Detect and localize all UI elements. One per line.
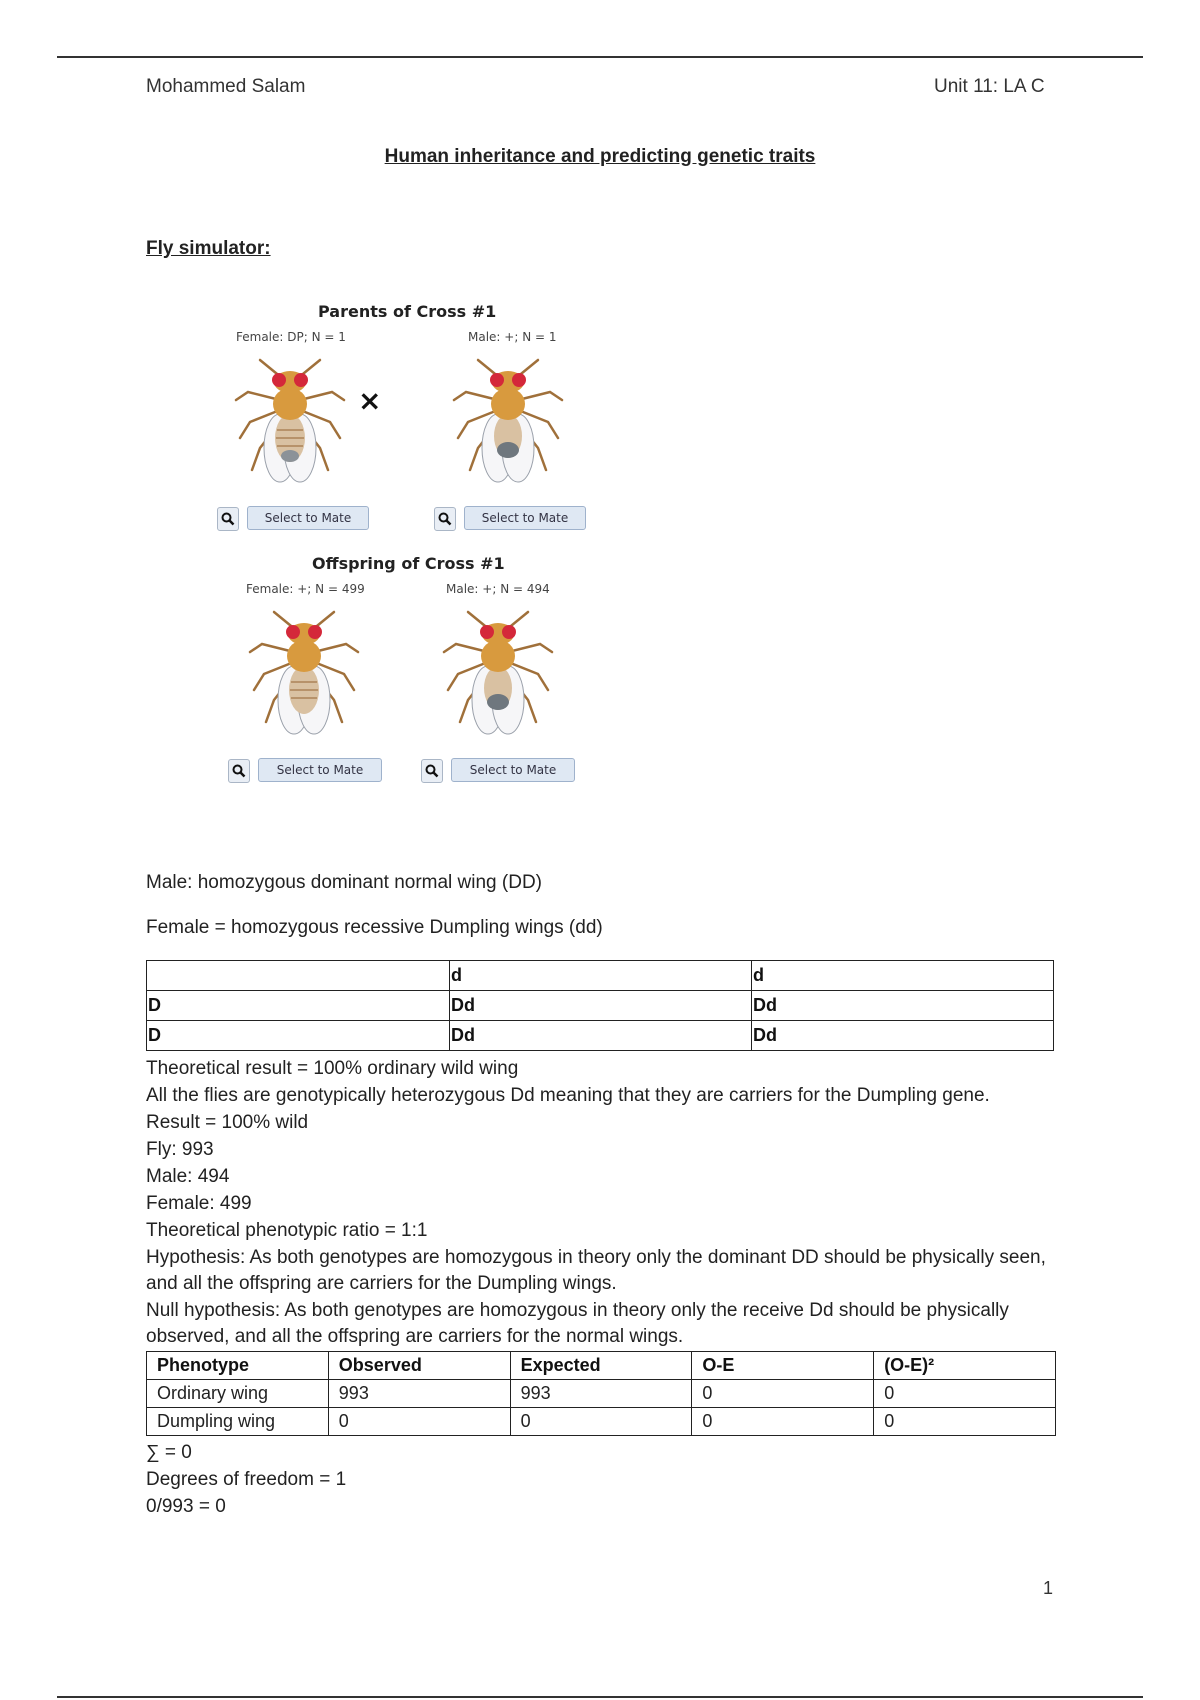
- female-count: Female: 499: [146, 1193, 252, 1214]
- parents-heading: Parents of Cross #1: [318, 302, 497, 321]
- offspring-heading: Offspring of Cross #1: [312, 554, 505, 573]
- genotype-statement: All the flies are genotypically heterozygous Dd meaning that they are carriers for the Dumpling gene.: [146, 1085, 990, 1106]
- male-genotype-line: Male: homozygous dominant normal wing (DD): [146, 872, 542, 893]
- table-cell: Ordinary wing: [147, 1380, 329, 1408]
- footer-rule: [57, 1696, 1143, 1698]
- division-line: 0/993 = 0: [146, 1496, 226, 1517]
- table-cell: 993: [328, 1380, 510, 1408]
- punnett-cell: Dd: [450, 991, 752, 1021]
- punnett-cell: Dd: [752, 1021, 1054, 1051]
- table-header-row: [147, 1352, 1056, 1380]
- table-cell: 0: [874, 1408, 1056, 1436]
- table-cell: Dumpling wing: [147, 1408, 329, 1436]
- male-count: Male: 494: [146, 1166, 230, 1187]
- punnett-square: [146, 960, 1054, 1051]
- fly-simulator-figure: [200, 296, 620, 796]
- punnett-cell: Dd: [450, 1021, 752, 1051]
- punnett-cell: Dd: [752, 991, 1054, 1021]
- chi-summary: [146, 1439, 346, 1520]
- female-parent-label: Female: DP; N = 1: [236, 330, 346, 344]
- zoom-male-parent-button[interactable]: [434, 507, 456, 531]
- hypothesis: Hypothesis: As both genotypes are homozygous in theory only the dominant DD should be physically seen, and all the offspring are carriers for the Dumpling wings.: [146, 1247, 1046, 1294]
- female-offspring-label: Female: +; N = 499: [246, 582, 365, 596]
- null-hypothesis: Null hypothesis: As both genotypes are homozygous in theory only the receive Dd should be physically observed, and all the offspring are carriers for the normal wings.: [146, 1300, 1009, 1347]
- male-parent-label: Male: +; N = 1: [468, 330, 557, 344]
- results-text: [146, 1055, 1066, 1350]
- magnifier-icon: [438, 512, 452, 526]
- zoom-male-offspring-button[interactable]: [421, 759, 443, 783]
- column-header: Expected: [510, 1352, 692, 1380]
- select-to-mate-female-parent-button[interactable]: Select to Mate: [247, 506, 369, 530]
- zoom-female-parent-button[interactable]: [217, 507, 239, 531]
- page-number: 1: [1043, 1578, 1054, 1598]
- punnett-cell: D: [147, 991, 450, 1021]
- author-name: Mohammed Salam: [146, 76, 306, 97]
- table-cell: 993: [510, 1380, 692, 1408]
- male-offspring-label: Male: +; N = 494: [446, 582, 550, 596]
- chi-square-table: [146, 1351, 1056, 1436]
- punnett-cell: d: [752, 961, 1054, 991]
- observed-result: Result = 100% wild: [146, 1112, 309, 1133]
- cross-symbol: ×: [358, 384, 382, 417]
- fly-count: Fly: 993: [146, 1139, 214, 1160]
- document-title: Human inheritance and predicting genetic traits: [384, 146, 816, 167]
- magnifier-icon: [425, 764, 439, 778]
- table-cell: 0: [328, 1408, 510, 1436]
- table-cell: 0: [692, 1380, 874, 1408]
- select-to-mate-female-offspring-button[interactable]: Select to Mate: [258, 758, 382, 782]
- column-header: Observed: [328, 1352, 510, 1380]
- unit-label: Unit 11: LA C: [934, 76, 1045, 97]
- male-offspring-fly-icon: [438, 600, 558, 740]
- theoretical-result: Theoretical result = 100% ordinary wild wing: [146, 1058, 519, 1079]
- female-offspring-fly-icon: [244, 600, 364, 740]
- punnett-cell: [147, 961, 450, 991]
- punnett-cell: D: [147, 1021, 450, 1051]
- female-parent-fly-icon: [230, 348, 350, 488]
- column-header: Phenotype: [147, 1352, 329, 1380]
- column-header: (O-E)²: [874, 1352, 1056, 1380]
- table-cell: 0: [510, 1408, 692, 1436]
- magnifier-icon: [221, 512, 235, 526]
- section-heading: Fly simulator:: [146, 238, 271, 259]
- table-cell: 0: [692, 1408, 874, 1436]
- degrees-of-freedom: Degrees of freedom = 1: [146, 1469, 347, 1490]
- table-row: [147, 1380, 1056, 1408]
- punnett-cell: d: [450, 961, 752, 991]
- table-row: [147, 991, 1054, 1021]
- female-genotype-line: Female = homozygous recessive Dumpling wings (dd): [146, 917, 603, 938]
- table-row: [147, 1408, 1056, 1436]
- sum-line: ∑ = 0: [146, 1442, 192, 1463]
- zoom-female-offspring-button[interactable]: [228, 759, 250, 783]
- male-parent-fly-icon: [448, 348, 568, 488]
- table-cell: 0: [874, 1380, 1056, 1408]
- phenotypic-ratio: Theoretical phenotypic ratio = 1:1: [146, 1220, 428, 1241]
- table-row: [147, 1021, 1054, 1051]
- magnifier-icon: [232, 764, 246, 778]
- table-row: [147, 961, 1054, 991]
- select-to-mate-male-parent-button[interactable]: Select to Mate: [464, 506, 586, 530]
- select-to-mate-male-offspring-button[interactable]: Select to Mate: [451, 758, 575, 782]
- column-header: O-E: [692, 1352, 874, 1380]
- header-rule: [57, 56, 1143, 58]
